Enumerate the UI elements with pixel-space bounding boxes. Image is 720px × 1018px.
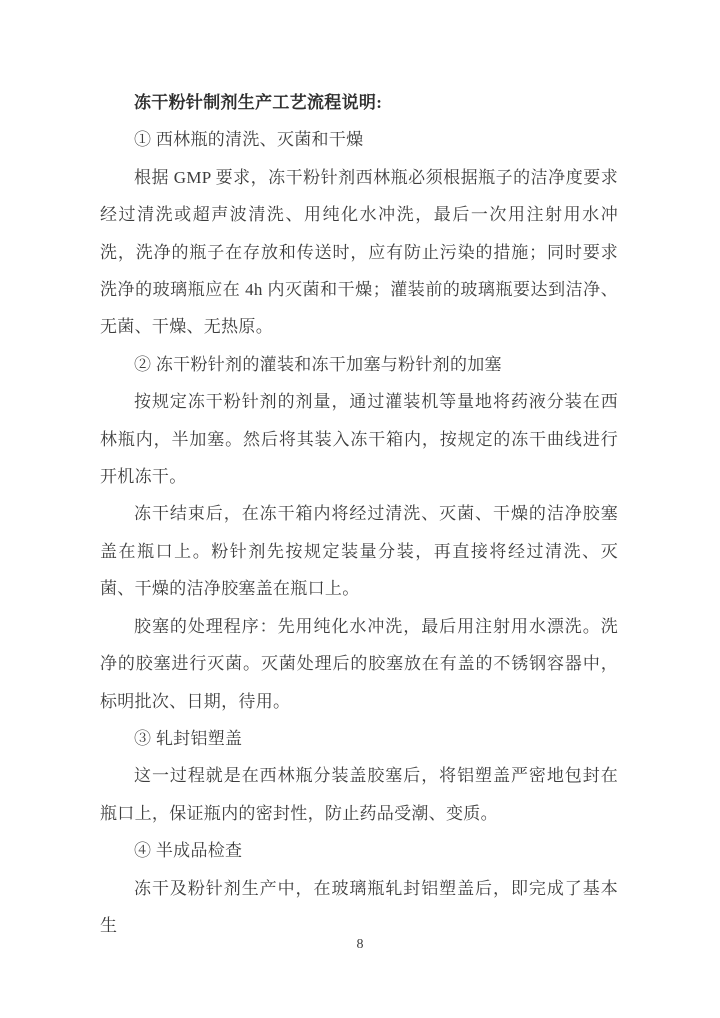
paragraph-stopper-treatment: 胶塞的处理程序：先用纯化水冲洗，最后用注射用水漂洗。洗净的胶塞进行灭菌。灭菌处理后的胶塞放在有盖的不锈钢容器中，标明批次、日期，待用。 bbox=[100, 616, 618, 711]
page-number: 8 bbox=[356, 937, 364, 952]
section-heading-1: ① 西林瓶的清洗、灭菌和干燥 bbox=[134, 130, 364, 150]
paragraph-semi-product-inspection: 冻干及粉针剂生产中，在玻璃瓶轧封铝塑盖后，即完成了基本生 bbox=[100, 878, 618, 935]
document-body bbox=[100, 84, 618, 944]
section-heading-4: ④ 半成品检查 bbox=[134, 841, 243, 861]
document-title: 冻干粉针制剂生产工艺流程说明: bbox=[134, 93, 383, 112]
section-heading-2: ② 冻干粉针剂的灌装和冻干加塞与粉针剂的加塞 bbox=[134, 354, 502, 374]
page-footer bbox=[0, 934, 720, 956]
paragraph-stoppering: 冻干结束后，在冻干箱内将经过清洗、灭菌、干燥的洁净胶塞盖在瓶口上。粉针剂先按规定装量分装，再直接将经过清洗、灭菌、干燥的洁净胶塞盖在瓶口上。 bbox=[100, 504, 618, 599]
paragraph-filling: 按规定冻干粉针剂的剂量，通过灌装机等量地将药液分装在西林瓶内，半加塞。然后将其装入冻干箱内，按规定的冻干曲线进行开机冻干。 bbox=[100, 392, 618, 487]
paragraph-vial-washing: 根据 GMP 要求，冻干粉针剂西林瓶必须根据瓶子的洁净度要求经过清洗或超声波清洗、用纯化水冲洗，最后一次用注射用水冲洗，洗净的瓶子在存放和传送时，应有防止污染的措施；同时要求洗净的玻璃瓶应在 4h 内灭菌和干燥；灌装前的玻璃瓶要达到洁净、无菌、干燥、无热原。 bbox=[100, 167, 618, 337]
section-heading-3: ③ 轧封铝塑盖 bbox=[134, 728, 243, 748]
paragraph-capping: 这一过程就是在西林瓶分装盖胶塞后，将铝塑盖严密地包封在瓶口上，保证瓶内的密封性，防止药品受潮、变质。 bbox=[100, 766, 618, 823]
